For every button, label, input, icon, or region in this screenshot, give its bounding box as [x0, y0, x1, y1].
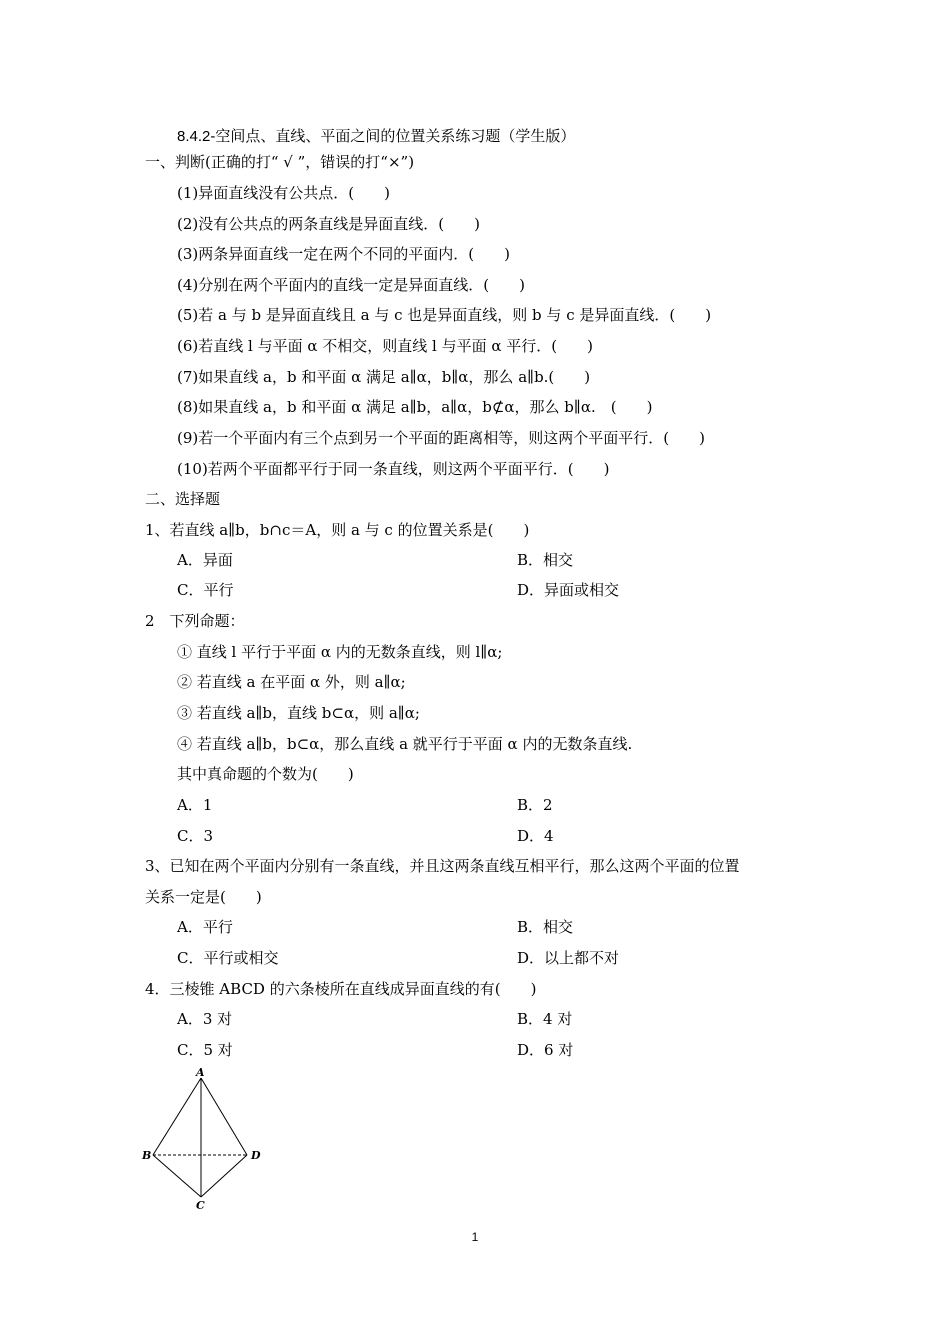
- judge-item: (2)没有公共点的两条直线是异面直线．( ): [177, 215, 480, 233]
- q2-option-a: A．1: [177, 796, 213, 814]
- judge-item: (3)两条异面直线一定在两个不同的平面内．( ): [177, 245, 510, 263]
- edge-cd: [201, 1155, 247, 1197]
- q1-option-d: D．异面或相交: [517, 581, 620, 599]
- page-number: 1: [471, 1230, 479, 1244]
- edge-ad: [201, 1078, 247, 1155]
- judge-item: (5)若 a 与 b 是异面直线且 a 与 c 也是异面直线，则 b 与 c 是异面直线．( ): [177, 306, 712, 324]
- q3-option-a: A．平行: [177, 918, 233, 936]
- q2-ask: 其中真命题的个数为( ): [177, 765, 354, 783]
- q4-option-c: C．5 对: [177, 1041, 233, 1059]
- vertex-label-a: A: [196, 1066, 205, 1079]
- q3-stem-line2: 关系一定是( ): [145, 888, 262, 906]
- q1-stem: 1、若直线 a∥b，b∩c＝A，则 a 与 c 的位置关系是( ): [145, 521, 530, 539]
- q2-proposition: ④ 若直线 a∥b，b⊂α，那么直线 a 就平行于平面 α 内的无数条直线.: [177, 735, 633, 753]
- q3-option-d: D．以上都不对: [517, 949, 620, 967]
- q2-option-c: C．3: [177, 827, 214, 845]
- vertex-label-b: B: [142, 1149, 152, 1162]
- tetrahedron-figure: [140, 1066, 270, 1216]
- q3-option-c: C．平行或相交: [177, 949, 279, 967]
- q1-option-b: B．相交: [517, 551, 574, 569]
- q2-option-b: B．2: [517, 796, 553, 814]
- q4-option-d: D．6 对: [517, 1041, 574, 1059]
- judge-item: (1)异面直线没有公共点．( ): [177, 184, 390, 202]
- q4-stem: 4．三棱锥 ABCD 的六条棱所在直线成异面直线的有( ): [145, 980, 537, 998]
- q3-option-b: B．相交: [517, 918, 574, 936]
- judge-item: (6)若直线 l 与平面 α 不相交，则直线 l 与平面 α 平行．( ): [177, 337, 593, 355]
- q1-option-a: A．异面: [177, 551, 233, 569]
- judge-item: (8)如果直线 a，b 和平面 α 满足 a∥b，a∥α，b⊄α，那么 b∥α. ( ): [177, 398, 653, 416]
- judge-item: (7)如果直线 a，b 和平面 α 满足 a∥α，b∥α，那么 a∥b.( ): [177, 368, 591, 386]
- q2-option-d: D．4: [517, 827, 554, 845]
- q2-proposition: ③ 若直线 a∥b，直线 b⊂α，则 a∥α;: [177, 704, 420, 722]
- judge-item: (10)若两个平面都平行于同一条直线，则这两个平面平行．( ): [177, 460, 610, 478]
- vertex-label-d: D: [251, 1149, 261, 1162]
- q2-proposition: ② 若直线 a 在平面 α 外，则 a∥α;: [177, 673, 406, 691]
- edge-ab: [153, 1078, 201, 1155]
- page-title: 8.4.2-空间点、直线、平面之间的位置关系练习题（学生版）: [177, 128, 576, 145]
- edge-bc: [153, 1155, 201, 1197]
- q2-proposition: ① 直线 l 平行于平面 α 内的无数条直线，则 l∥α;: [177, 643, 503, 661]
- judge-item: (4)分别在两个平面内的直线一定是异面直线．( ): [177, 276, 525, 294]
- q4-option-b: B．4 对: [517, 1010, 573, 1028]
- judge-item: (9)若一个平面内有三个点到另一个平面的距离相等，则这两个平面平行．( ): [177, 429, 705, 447]
- q4-option-a: A．3 对: [177, 1010, 233, 1028]
- section1-heading: 一、判断(正确的打“ √ ”，错误的打“×”): [145, 153, 415, 171]
- q1-option-c: C．平行: [177, 581, 234, 599]
- q2-stem: 2 下列命题：: [145, 612, 245, 630]
- q3-stem-line1: 3、已知在两个平面内分别有一条直线，并且这两条直线互相平行，那么这两个平面的位置: [145, 857, 740, 875]
- vertex-label-c: C: [196, 1199, 205, 1212]
- section2-heading: 二、选择题: [145, 490, 221, 508]
